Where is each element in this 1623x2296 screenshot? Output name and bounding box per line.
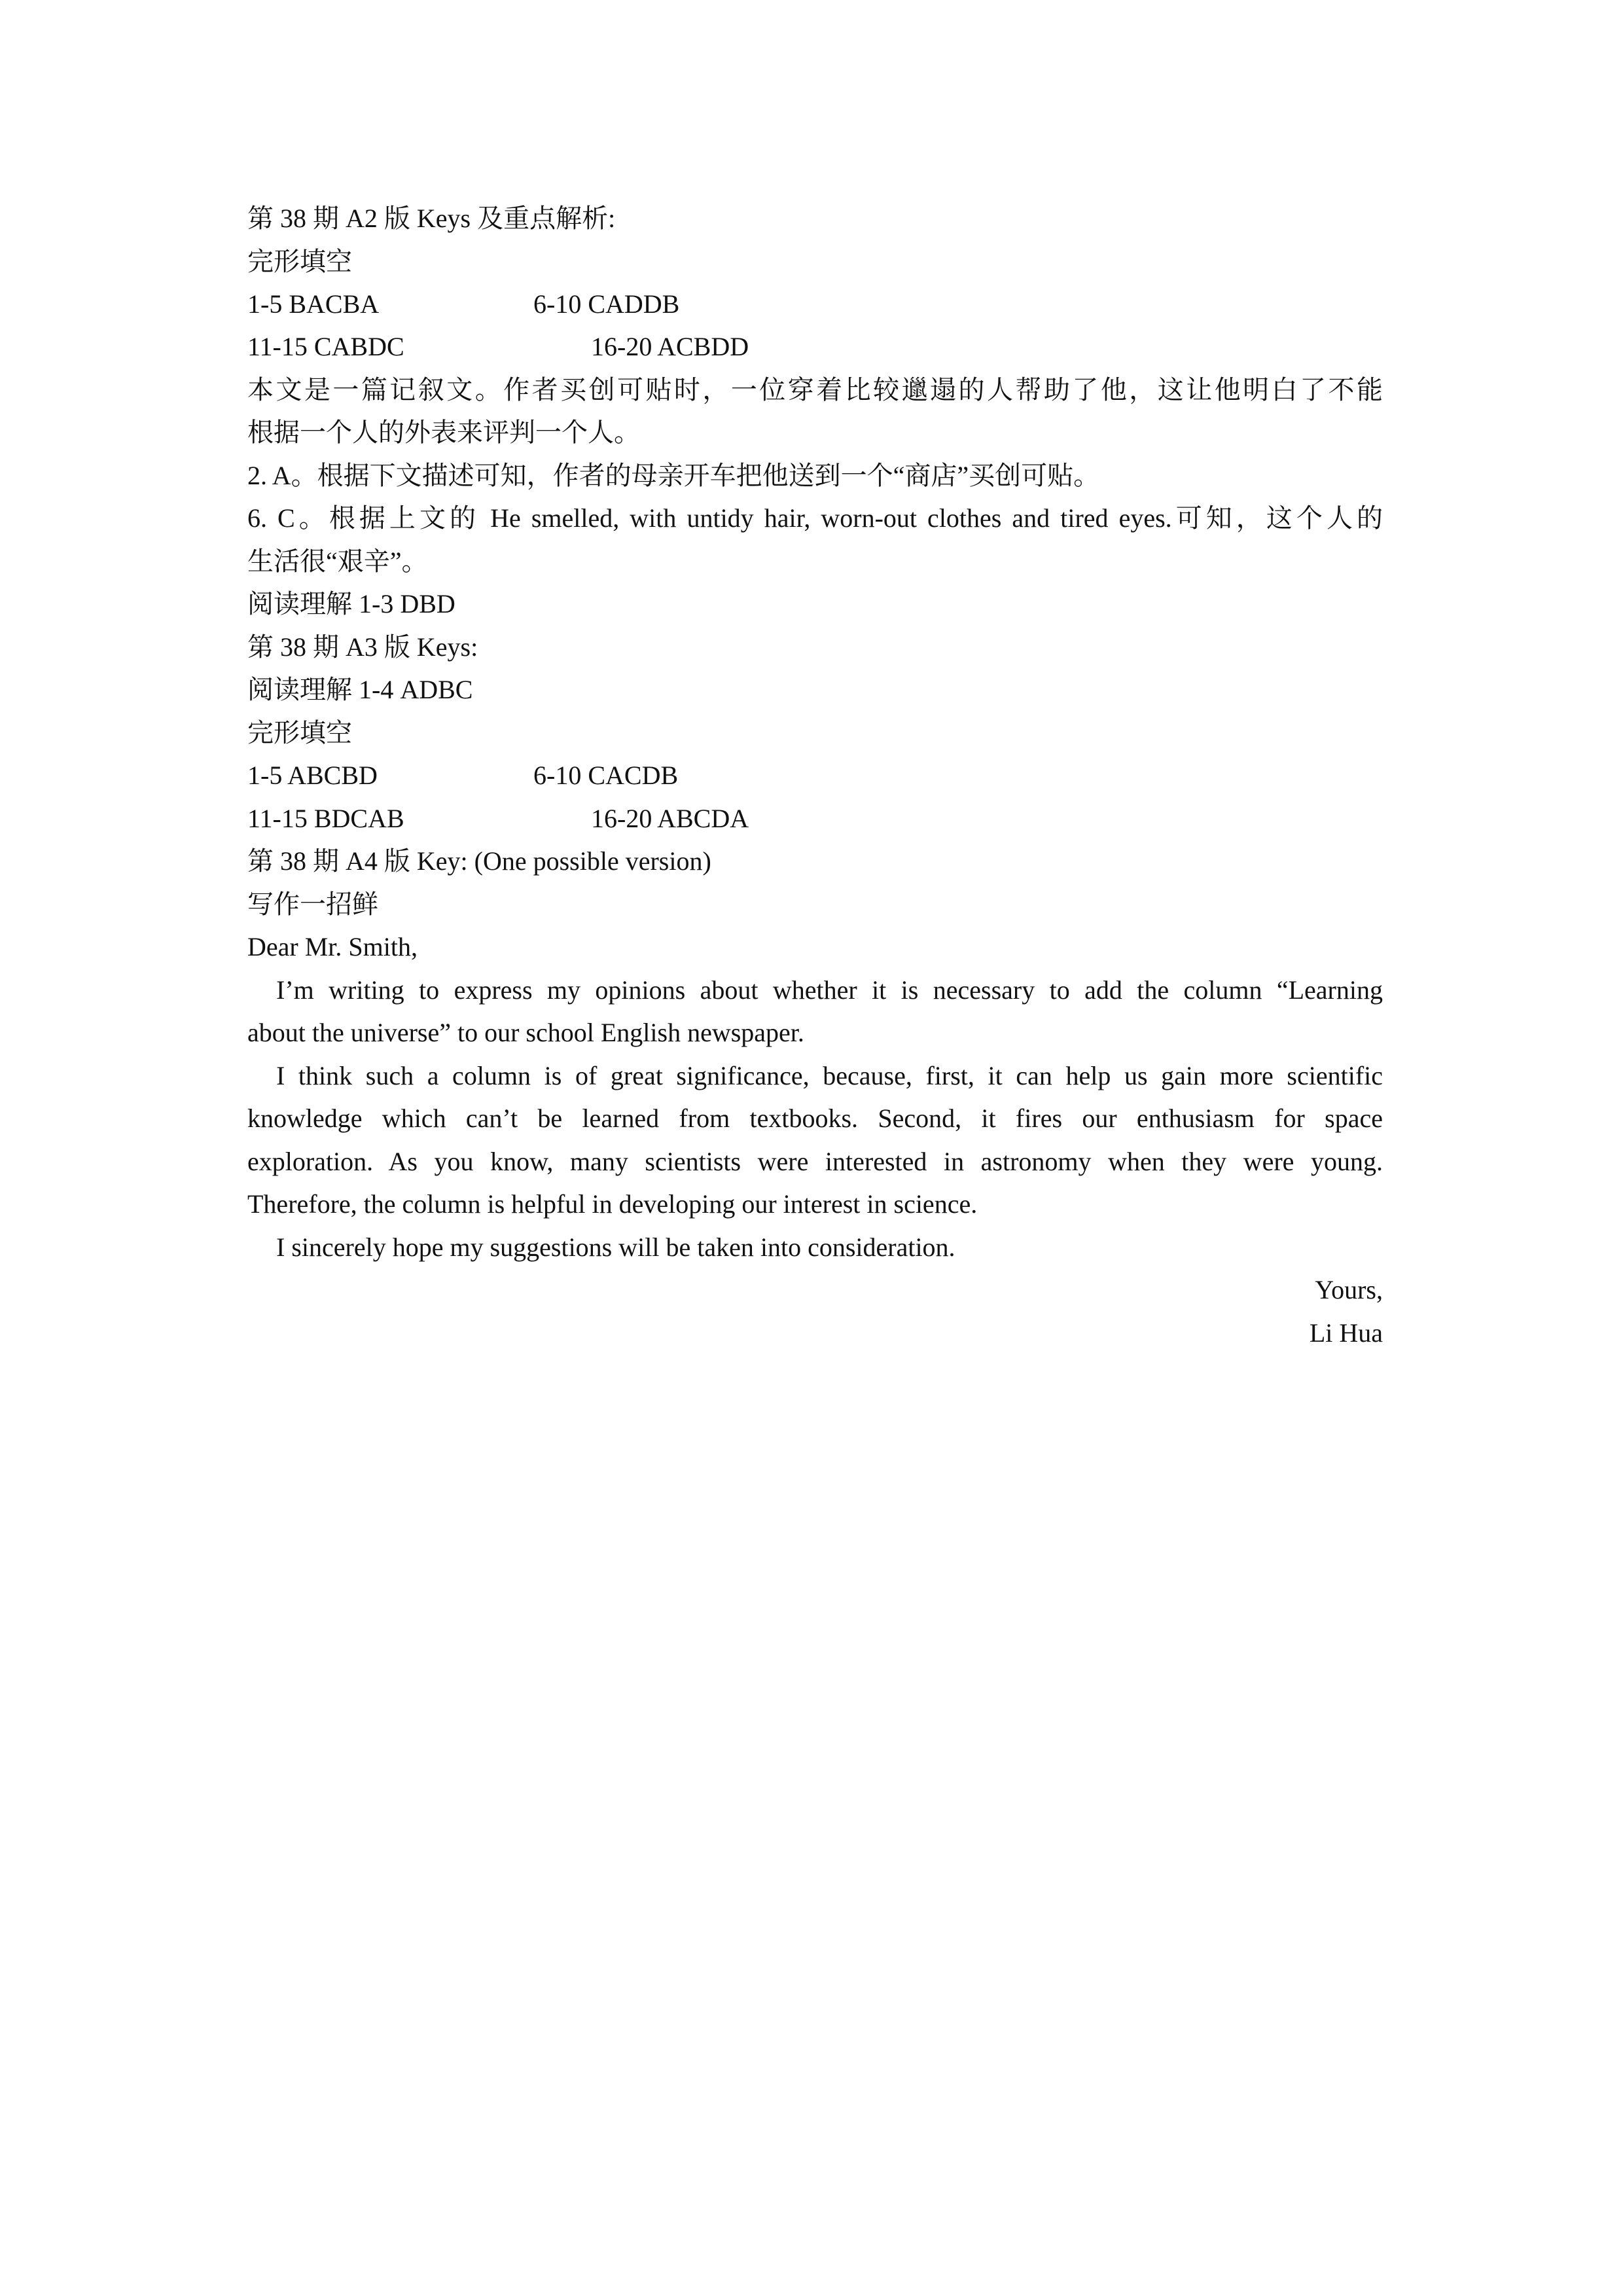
a2-cloze-title: 完形填空 [247,247,352,276]
letter-paragraph-3: I sincerely hope my suggestions will be taken into consideration. [276,1232,955,1262]
a3-heading: 第 38 期 A3 版 Keys: [247,632,478,662]
a2-cloze-answers-11-15: 11-15 CABDC [247,332,404,361]
a3-cloze-answers-11-15: 11-15 BDCAB [247,804,404,833]
a2-reading-answers: 阅读理解 1-3 DBD [247,589,455,619]
a3-cloze-answers-6-10: 6-10 CACDB [533,761,679,790]
letter-paragraph-2-line: knowledge which can’t be learned from textbooks. Second, it fires our enthusiasm for space [247,1103,1383,1133]
a2-cloze-row [247,283,1383,326]
a3-cloze-answers-1-5: 1-5 ABCBD [247,761,378,790]
a2-heading: 第 38 期 A2 版 Keys 及重点解析: [247,204,616,233]
a3-cloze-title: 完形填空 [247,718,352,747]
a3-cloze-row [247,754,1383,797]
a2-cloze-answers-16-20: 16-20 ACBDD [591,332,749,361]
a2-cloze-answers-1-5: 1-5 BACBA [247,289,380,319]
a4-section-title: 写作一招鲜 [247,889,378,919]
a2-summary-line: 根据一个人的外表来评判一个人。 [247,418,640,447]
letter-paragraph-2-line: exploration. As you know, many scientists were interested in astronomy when they were young. [247,1147,1383,1176]
letter-paragraph-2-line: Therefore, the column is helpful in developing our interest in science. [247,1189,978,1219]
a2-note-6-line: 生活很“艰辛”。 [247,547,428,576]
letter-paragraph-1-line: about the universe” to our school English newspaper. [247,1018,804,1047]
a2-note-2: 2. A。根据下文描述可知，作者的母亲开车把他送到一个“商店”买创可贴。 [247,461,1100,490]
a2-summary-line: 本文是一篇记叙文。作者买创可贴时，一位穿着比较邋遢的人帮助了他，这让他明白了不能 [247,375,1383,404]
letter-salutation: Dear Mr. Smith, [247,932,418,961]
a3-cloze-row [247,797,1383,840]
a4-heading: 第 38 期 A4 版 Key: (One possible version) [247,846,711,876]
a3-reading-answers: 阅读理解 1-4 ADBC [247,675,473,704]
letter-signature: Li Hua [1309,1318,1383,1348]
letter-paragraph-1-line: I’m writing to express my opinions about whether it is necessary to add the column “Learning [276,975,1383,1005]
letter-closing: Yours, [1315,1275,1383,1304]
a2-note-6-line: 6. C。根据上文的 He smelled, with untidy hair, worn-out clothes and tired eyes.可知，这个人的 [247,503,1383,533]
a3-cloze-answers-16-20: 16-20 ABCDA [591,804,749,833]
a2-cloze-row [247,325,1383,368]
a2-cloze-answers-6-10: 6-10 CADDB [533,289,680,319]
letter-paragraph-2-line: I think such a column is of great significance, because, first, it can help us gain more scientific [276,1061,1383,1090]
